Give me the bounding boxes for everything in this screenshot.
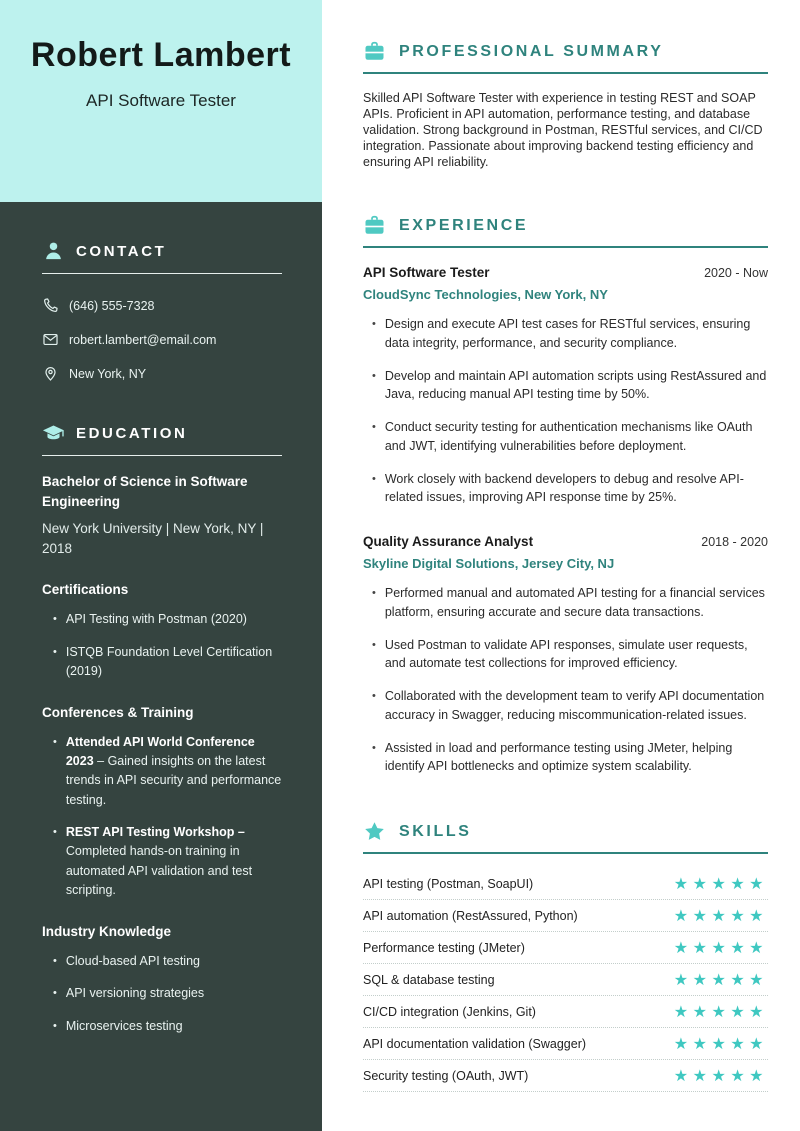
job-bullet-text: Design and execute API test cases for RESTful services, ensuring data integrity, performance, and security compliance. (384, 317, 751, 350)
contact-list (42, 297, 282, 382)
job-bullet (363, 315, 768, 353)
job-bullet (363, 367, 768, 405)
job-bullet-text: Used Postman to validate API responses, simulate user requests, and automate test collections for improved efficiency. (384, 637, 748, 671)
sidebar-content (0, 202, 322, 1077)
contact-item (42, 297, 282, 314)
job-bullet (363, 584, 768, 622)
skill-rating-stars: ★★★★★ (673, 1034, 768, 1053)
job-bullet-text: Performed manual and automated API testing for a financial services platform, ensuring accurate and secure data transactions. (384, 586, 765, 619)
job-title: Quality Assurance Analyst (363, 534, 534, 549)
phone-icon (42, 297, 59, 314)
sidebar-subsection-title: Certifications (42, 582, 129, 597)
skill-label: API testing (Postman, SoapUI) (363, 876, 534, 891)
summary-heading-row (363, 40, 768, 63)
contact-text: New York, NY (69, 366, 147, 381)
sidebar-list-item (42, 610, 282, 630)
job-bullet (363, 687, 768, 725)
experience-heading-row (363, 214, 768, 237)
job-bullet (363, 636, 768, 674)
briefcase-icon (363, 40, 386, 63)
skills-heading: SKILLS (399, 822, 472, 840)
skill-row (363, 932, 768, 964)
sidebar-list-text: Attended API World Conference 2023 – Gained insights on the latest trends in API security and performance testing. (65, 734, 282, 807)
job-header (363, 534, 768, 549)
job-bullet (363, 418, 768, 456)
job-bullet-text: Conduct security testing for authentication mechanisms like OAuth and JWT, identifying vulnerabilities before deployment. (384, 420, 753, 453)
job-list (363, 265, 768, 776)
education-section (42, 422, 282, 1037)
sidebar-list-text: REST API Testing Workshop – Completed hands-on training in automated API validation and test scripting. (65, 825, 253, 898)
education-divider (42, 455, 282, 456)
skills-divider (363, 852, 768, 854)
job-bullet-text: Develop and maintain API automation scripts using RestAssured and Java, reducing manual API testing time by 50%. (384, 368, 767, 402)
sidebar-list-item (42, 643, 282, 682)
skill-row (363, 900, 768, 932)
skill-row (363, 1060, 768, 1092)
graduation-cap-icon (42, 422, 65, 445)
sidebar-list-item (42, 733, 282, 811)
envelope-icon (42, 331, 59, 348)
contact-text: robert.lambert@email.com (69, 332, 217, 347)
sidebar-list-item (42, 952, 282, 972)
contact-divider (42, 273, 282, 274)
summary-section (363, 40, 768, 170)
job-company: Skyline Digital Solutions, Jersey City, NJ (363, 556, 615, 571)
job-bullet (363, 739, 768, 777)
sidebar-subsection-title: Conferences & Training (42, 704, 194, 720)
bullet-dot: • (372, 690, 376, 702)
bullet-dot: • (372, 638, 376, 651)
bullet-dot: • (372, 318, 376, 330)
bullet-dot: • (53, 645, 57, 658)
sidebar-list-item (42, 1017, 282, 1037)
experience-divider (363, 246, 768, 248)
education-heading: EDUCATION (76, 425, 188, 442)
job-dates: 2018 - 2020 (701, 535, 768, 549)
bullet-dot: • (372, 587, 376, 599)
skill-label: SQL & database testing (363, 972, 495, 987)
bullet-dot: • (53, 954, 57, 967)
sidebar (0, 0, 322, 1131)
job-bullet-text: Work closely with backend developers to debug and resolve API-related issues, improving API response time by 25%. (384, 471, 744, 505)
bullet-dot: • (53, 1020, 57, 1033)
header-name-card (0, 0, 322, 202)
skill-row (363, 1028, 768, 1060)
job-entry (363, 534, 768, 776)
job-bullet-list (363, 584, 768, 776)
skill-row (363, 964, 768, 996)
job-title: API Software Tester (363, 265, 490, 280)
person-name: Robert Lambert (30, 36, 292, 74)
education-subsections (42, 582, 282, 1037)
job-bullet (363, 470, 768, 508)
sidebar-list-text: ISTQB Foundation Level Certification (2019) (65, 644, 273, 679)
job-company: CloudSync Technologies, New York, NY (363, 287, 608, 302)
contact-heading: CONTACT (76, 243, 167, 260)
contact-heading-row (42, 240, 282, 263)
experience-section (363, 214, 768, 776)
bullet-dot: • (53, 987, 57, 1000)
skill-rating-stars: ★★★★★ (673, 906, 768, 925)
job-dates: 2020 - Now (704, 266, 768, 280)
contact-text: (646) 555-7328 (69, 298, 155, 313)
bullet-dot: • (372, 369, 376, 382)
sidebar-list-text: Microservices testing (65, 1019, 183, 1034)
bullet-dot: • (53, 613, 57, 625)
bullet-dot: • (372, 472, 376, 485)
person-icon (42, 240, 65, 263)
skills-section (363, 820, 768, 1092)
skills-table (363, 868, 768, 1092)
skill-label: CI/CD integration (Jenkins, Git) (363, 1004, 536, 1019)
briefcase-icon (363, 214, 386, 237)
pin-icon (42, 365, 59, 382)
job-bullet-text: Collaborated with the development team to verify API documentation accuracy in Swagger, reducing miscommunication-related issues. (384, 689, 765, 722)
bullet-dot: • (372, 421, 376, 433)
skill-rating-stars: ★★★★★ (673, 874, 768, 893)
skill-rating-stars: ★★★★★ (673, 938, 768, 957)
bullet-dot: • (53, 735, 57, 748)
education-heading-row (42, 422, 282, 445)
job-header (363, 265, 768, 280)
summary-heading: PROFESSIONAL SUMMARY (399, 42, 664, 60)
skill-rating-stars: ★★★★★ (673, 970, 768, 989)
job-bullet-list (363, 315, 768, 507)
sidebar-list-text: Cloud-based API testing (65, 953, 200, 968)
skill-rating-stars: ★★★★★ (673, 1066, 768, 1085)
person-job-title: API Software Tester (86, 91, 236, 111)
skill-label: API automation (RestAssured, Python) (363, 908, 578, 923)
degree: Bachelor of Science in Software Engineering (42, 474, 248, 510)
sidebar-list-text: API versioning strategies (65, 986, 205, 1001)
main-column (322, 0, 800, 1131)
skill-row (363, 996, 768, 1028)
sidebar-subsection-title: Industry Knowledge (42, 923, 172, 939)
sidebar-list-item (42, 984, 282, 1004)
skill-rating-stars: ★★★★★ (673, 1002, 768, 1021)
skill-label: Security testing (OAuth, JWT) (363, 1068, 529, 1083)
job-entry (363, 265, 768, 507)
contact-item (42, 331, 282, 348)
school-line: New York University | New York, NY | 2018 (42, 520, 264, 556)
contact-section (42, 240, 282, 382)
star-icon (363, 820, 386, 843)
contact-item (42, 365, 282, 382)
job-bullet-text: Assisted in load and performance testing using JMeter, helping identify API bottlenecks and optimize system scalability. (384, 740, 733, 774)
summary-text: Skilled API Software Tester with experience in testing REST and SOAP APIs. Proficient in API automation, performance testing, and database validation. Strong background in Postman, RESTful services, and CI/CD integration. Passionate about improving backend testing efficiency and ensuring API reliability. (363, 91, 763, 169)
bullet-dot: • (53, 826, 57, 839)
skill-label: API documentation validation (Swagger) (363, 1036, 587, 1051)
bullet-dot: • (372, 741, 376, 754)
summary-divider (363, 72, 768, 74)
sidebar-list-item (42, 823, 282, 901)
skills-heading-row (363, 820, 768, 843)
sidebar-list-text: API Testing with Postman (2020) (65, 612, 247, 626)
experience-heading: EXPERIENCE (399, 216, 529, 234)
skill-label: Performance testing (JMeter) (363, 940, 525, 955)
skill-row (363, 868, 768, 900)
